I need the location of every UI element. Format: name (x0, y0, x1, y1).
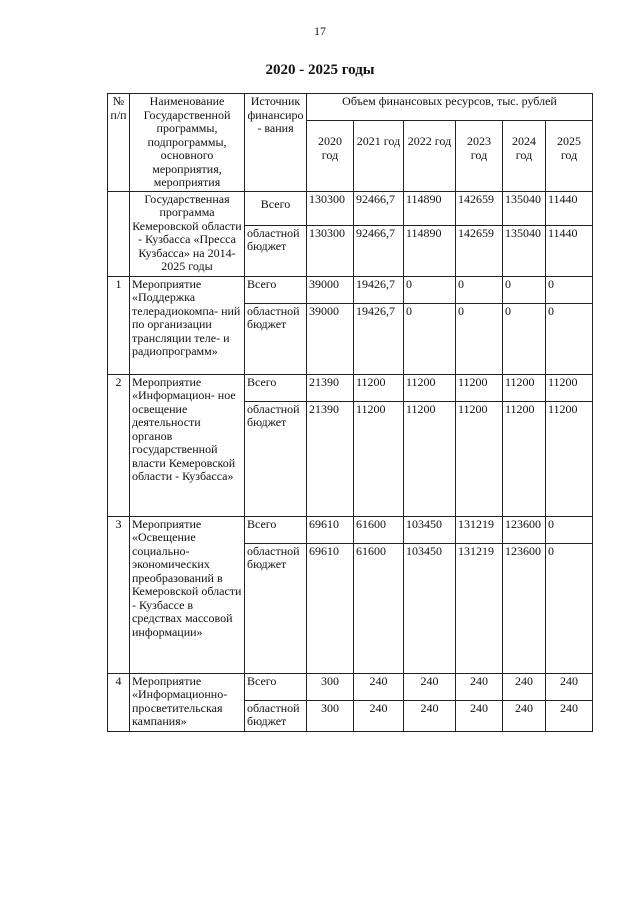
page-heading: 2020 - 2025 годы (265, 62, 375, 78)
source-cell: Всего (245, 191, 307, 225)
year-header: 2025 год (546, 121, 593, 191)
value-cell: 61600 (354, 516, 404, 543)
row-number (108, 191, 130, 276)
value-cell: 0 (503, 276, 546, 303)
value-cell: 19426,7 (354, 303, 404, 374)
value-cell: 240 (546, 673, 593, 700)
value-cell: 69610 (307, 543, 354, 673)
source-cell: областной бюджет (245, 401, 307, 516)
value-cell: 11200 (546, 401, 593, 516)
event-row-total (108, 276, 593, 303)
value-cell: 11200 (503, 401, 546, 516)
value-cell: 131219 (456, 516, 503, 543)
value-cell: 240 (354, 700, 404, 731)
value-cell: 21390 (307, 401, 354, 516)
source-cell: Всего (245, 374, 307, 401)
program-name: Государственная программа Кемеровской области - Кузбасса «Пресса Кузбасса» на 2014-2025 годы (130, 191, 245, 276)
value-cell: 11200 (546, 374, 593, 401)
value-cell: 11200 (456, 401, 503, 516)
value-cell: 135040 (503, 225, 546, 276)
col-source-header: Источник финансиро- вания (245, 94, 307, 192)
row-number: 3 (108, 516, 130, 673)
value-cell: 61600 (354, 543, 404, 673)
value-cell: 142659 (456, 225, 503, 276)
value-cell: 11200 (354, 374, 404, 401)
value-cell: 130300 (307, 191, 354, 225)
event-name: Мероприятие «Информационно- просветительская кампания» (130, 673, 245, 731)
year-header: 2023 год (456, 121, 503, 191)
value-cell: 123600 (503, 543, 546, 673)
source-cell: Всего (245, 516, 307, 543)
value-cell: 103450 (404, 516, 456, 543)
value-cell: 131219 (456, 543, 503, 673)
value-cell: 0 (503, 303, 546, 374)
source-cell: областной бюджет (245, 700, 307, 731)
value-cell: 92466,7 (354, 225, 404, 276)
value-cell: 0 (456, 303, 503, 374)
value-cell: 69610 (307, 516, 354, 543)
value-cell: 240 (503, 700, 546, 731)
value-cell: 11200 (503, 374, 546, 401)
value-cell: 123600 (503, 516, 546, 543)
value-cell: 0 (546, 516, 593, 543)
row-number: 2 (108, 374, 130, 516)
value-cell: 39000 (307, 303, 354, 374)
col-no-header: № п/п (108, 94, 130, 192)
value-cell: 19426,7 (354, 276, 404, 303)
value-cell: 142659 (456, 191, 503, 225)
col-volume-header: Объем финансовых ресурсов, тыс. рублей (307, 94, 593, 121)
event-name: Мероприятие «Освещение социально- экономических преобразований в Кемеровской области - Кузбассе в средствах массовой информации» (130, 516, 245, 673)
col-name-header: Наименование Государственной программы, подпрограммы, основного мероприятия, мероприятия (130, 94, 245, 192)
header-row-1 (108, 94, 593, 121)
program-row-total (108, 191, 593, 225)
year-header: 2021 год (354, 121, 404, 191)
row-number: 1 (108, 276, 130, 374)
value-cell: 0 (546, 276, 593, 303)
source-cell: Всего (245, 276, 307, 303)
row-number: 4 (108, 673, 130, 731)
value-cell: 240 (546, 700, 593, 731)
financing-table (107, 93, 593, 732)
value-cell: 0 (456, 276, 503, 303)
source-cell: Всего (245, 673, 307, 700)
value-cell: 103450 (404, 543, 456, 673)
event-row-total (108, 374, 593, 401)
value-cell: 0 (404, 303, 456, 374)
value-cell: 92466,7 (354, 191, 404, 225)
event-name: Мероприятие «Поддержка телерадиокомпа- ний по организации трансляции теле- и радиопрограмм» (130, 276, 245, 374)
value-cell: 0 (546, 303, 593, 374)
value-cell: 240 (404, 700, 456, 731)
value-cell: 39000 (307, 276, 354, 303)
value-cell: 0 (546, 543, 593, 673)
source-cell: областной бюджет (245, 225, 307, 276)
value-cell: 11440 (546, 191, 593, 225)
value-cell: 11200 (404, 401, 456, 516)
page-number: 17 (314, 24, 326, 38)
value-cell: 240 (354, 673, 404, 700)
value-cell: 240 (404, 673, 456, 700)
value-cell: 240 (503, 673, 546, 700)
value-cell: 0 (404, 276, 456, 303)
value-cell: 11440 (546, 225, 593, 276)
value-cell: 300 (307, 700, 354, 731)
source-cell: областной бюджет (245, 543, 307, 673)
value-cell: 130300 (307, 225, 354, 276)
value-cell: 21390 (307, 374, 354, 401)
event-name: Мероприятие «Информацион- ное освещение деятельности органов государственной власти Кемеровской области - Кузбасса» (130, 374, 245, 516)
source-cell: областной бюджет (245, 303, 307, 374)
value-cell: 114890 (404, 225, 456, 276)
value-cell: 240 (456, 673, 503, 700)
value-cell: 114890 (404, 191, 456, 225)
year-header: 2020 год (307, 121, 354, 191)
year-header: 2022 год (404, 121, 456, 191)
event-row-total (108, 516, 593, 543)
value-cell: 300 (307, 673, 354, 700)
value-cell: 11200 (404, 374, 456, 401)
year-header: 2024 год (503, 121, 546, 191)
event-row-total (108, 673, 593, 700)
value-cell: 240 (456, 700, 503, 731)
value-cell: 11200 (354, 401, 404, 516)
value-cell: 11200 (456, 374, 503, 401)
value-cell: 135040 (503, 191, 546, 225)
